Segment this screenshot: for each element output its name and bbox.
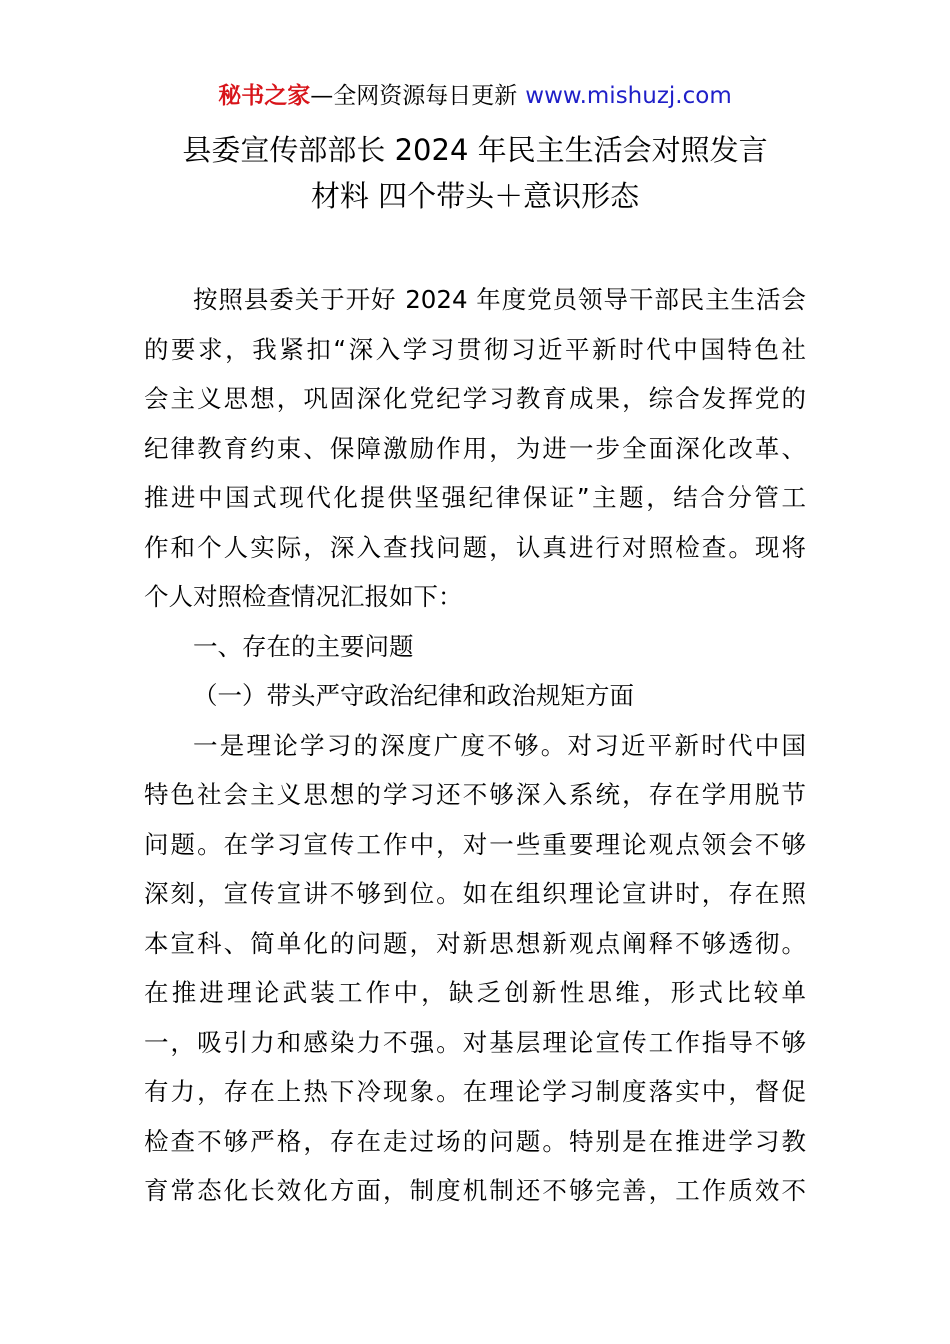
body-line: 一，吸引力和感染力不强。对基层理论宣传工作指导不够	[144, 1027, 806, 1057]
site-url-link[interactable]: www.mishuzj.com	[525, 83, 732, 109]
brand-name: 秘书之家	[218, 83, 311, 109]
body-line: 特色社会主义思想的学习还不够深入系统，存在学用脱节	[144, 780, 806, 809]
body-line: 个人对照检查情况汇报如下：	[144, 582, 463, 611]
body-line: 推进中国式现代化提供坚强纪律保证”主题，结合分管工	[144, 483, 806, 512]
site-header	[0, 80, 950, 112]
body-line: 按照县委关于开好 2024 年度党员领导干部民主生活会	[193, 285, 806, 314]
title-line-2: 材料 四个带头＋意识形态	[310, 179, 640, 213]
title-line-1: 县委宣传部部长 2024 年民主生活会对照发言	[182, 133, 768, 167]
body-line: 深刻，宣传宣讲不够到位。如在组织理论宣讲时，存在照	[144, 879, 806, 908]
body-line: 问题。在学习宣传工作中，对一些重要理论观点领会不够	[144, 829, 806, 859]
body-line: 作和个人实际，深入查找问题，认真进行对照检查。现将	[144, 532, 806, 562]
body-line: 本宣科、简单化的问题，对新思想新观点阐释不够透彻。	[144, 928, 806, 958]
document-title	[100, 127, 850, 219]
document-body	[144, 275, 806, 1216]
body-line: 的要求，我紧扣“深入学习贯彻习近平新时代中国特色社	[144, 334, 806, 364]
section-heading: 一、存在的主要问题	[193, 631, 414, 661]
body-line: 纪律教育约束、保障激励作用，为进一步全面深化改革、	[144, 433, 806, 463]
body-line: 在推进理论武装工作中，缺乏创新性思维，形式比较单	[144, 978, 806, 1007]
body-line: 育常态化长效化方面，制度机制还不够完善，工作质效不	[144, 1176, 806, 1205]
body-line: 有力，存在上热下冷现象。在理论学习制度落实中，督促	[144, 1077, 806, 1106]
body-line: 一是理论学习的深度广度不够。对习近平新时代中国	[193, 730, 806, 760]
body-line: 会主义思想，巩固深化党纪学习教育成果，综合发挥党的	[144, 384, 806, 413]
body-line: 检查不够严格，存在走过场的问题。特别是在推进学习教	[144, 1126, 806, 1156]
header-tagline: —全网资源每日更新	[310, 83, 518, 109]
subsection-heading: （一）带头严守政治纪律和政治规矩方面	[193, 681, 634, 710]
